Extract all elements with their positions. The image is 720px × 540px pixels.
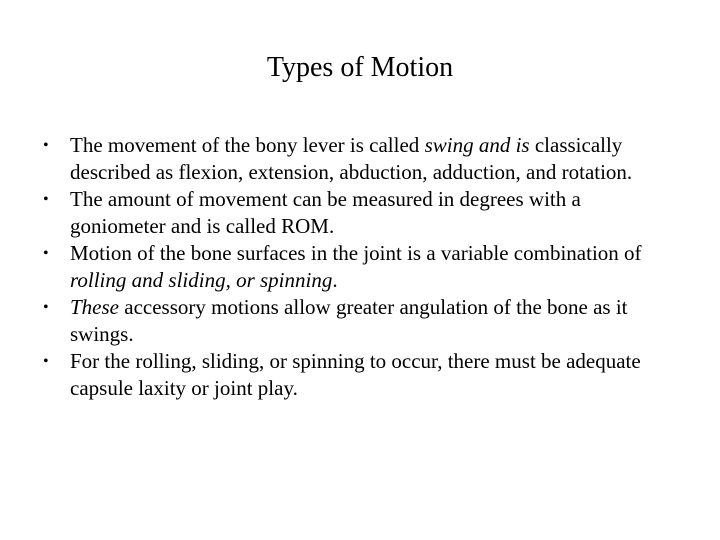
bullet-item: [43, 240, 670, 294]
bullet-item: [43, 348, 670, 402]
bullet-dot-icon: •: [43, 191, 49, 208]
bullet-item: [43, 186, 670, 240]
bullet-text: The amount of movement can be measured in degrees with a goniometer and is called ROM.: [70, 187, 581, 238]
bullet-emphasis: rolling and sliding, or spinning: [70, 268, 333, 292]
bullet-text: .: [332, 268, 338, 292]
bullet-item: [43, 294, 670, 348]
bullet-item: [43, 132, 670, 186]
bullet-list: [43, 132, 670, 402]
bullet-text: For the rolling, sliding, or spinning to occur, there must be adequate capsule laxity or joint play.: [70, 349, 641, 400]
bullet-text: accessory motions allow greater angulation of the bone as it swings.: [70, 295, 628, 346]
bullet-dot-icon: •: [43, 137, 49, 154]
bullet-dot-icon: •: [43, 245, 49, 262]
bullet-emphasis: swing and is: [424, 133, 530, 157]
bullet-dot-icon: •: [43, 353, 49, 370]
slide-title: Types of Motion: [266, 52, 454, 83]
bullet-emphasis: These: [70, 295, 119, 319]
bullet-dot-icon: •: [43, 299, 49, 316]
bullet-text: Motion of the bone surfaces in the joint is a variable combination of: [70, 241, 642, 265]
bullet-text: classically described as flexion, extension, abduction, adduction, and rotation.: [70, 133, 633, 184]
bullet-text: The movement of the bony lever is called: [70, 133, 425, 157]
